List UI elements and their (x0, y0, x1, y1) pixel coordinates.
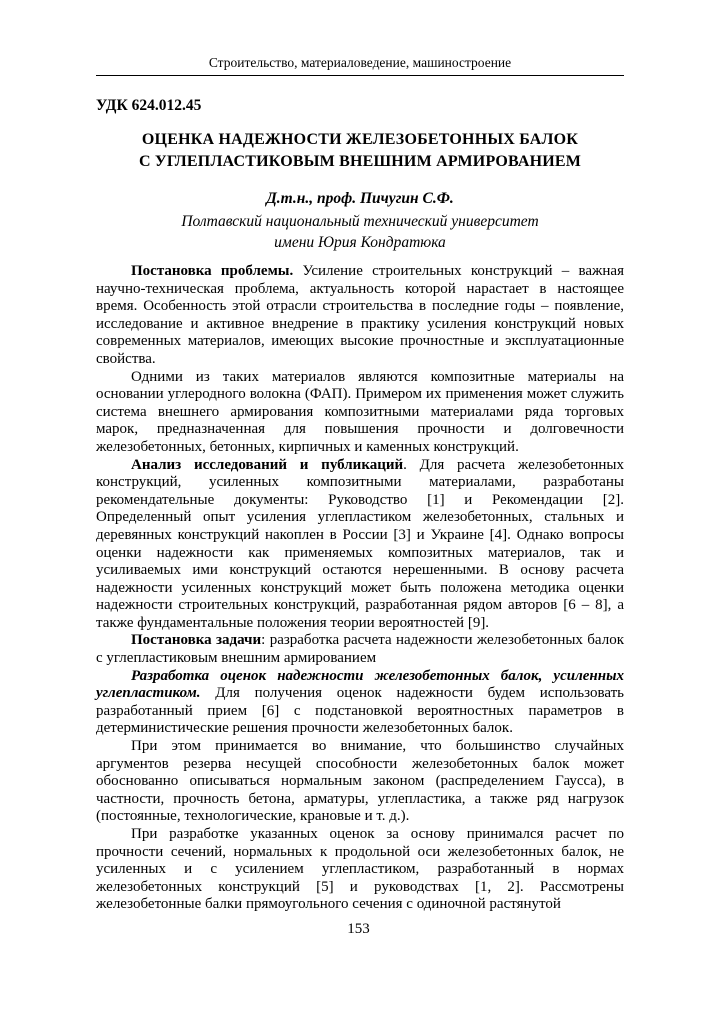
paragraph-gauss-distribution (96, 738, 624, 826)
affiliation-line1: Полтавский национальный технический университет (181, 213, 539, 230)
paragraph-text: Одними из таких материалов являются композитные материалы на основании углеродного волокна (ФАП). Примером их применения может служить система внешнего армирования композитными материалами ряда торговых марок, предназначенная для повышения прочности и долговечности железобетонных, бетонных, кирпичных и каменных конструкций. (96, 368, 624, 455)
paragraph-task-statement (96, 632, 624, 667)
paper-title-line1: ОЦЕНКА НАДЕЖНОСТИ ЖЕЛЕЗОБЕТОННЫХ БАЛОК (141, 131, 579, 148)
paragraph-text: . Для расчета железобетонных конструкций, усиленных композитными материалами, разработаны рекомендательные документы: Руководство [1] и Рекомендации [2]. Определенный опыт усиления углепластиком железобетонных, стальных и деревянных конструкций накоплен в России [3] и Украине [4]. Однако вопросы оценки надежности как применяемых композитных материалов, так и усиливаемых ими конструкций остаются нерешенными. В основу расчета надежности усиленных конструкций может быть положена методика оценки надежности строительных конструкций, разработанная рядом авторов [6 – 8], а также фундаментальные положения теории вероятностей [9]. (96, 456, 624, 631)
affiliation-line2: имени Юрия Кондратюка (274, 234, 446, 251)
page-number: 153 (347, 921, 370, 937)
author-line: Д.т.н., проф. Пичугин С.Ф. (266, 190, 454, 207)
paragraph-literature-review (96, 457, 624, 633)
paragraph-lead: Разработка оценок надежности железобетонных балок, усиленных углепластиком. (96, 667, 624, 702)
affiliation (96, 211, 624, 253)
running-head: Строительство, материаловедение, машиностроение (208, 55, 512, 70)
paragraph-text: : разработка расчета надежности железобетонных балок с углепластиковым внешним армированием (96, 632, 624, 667)
paragraph-lead: Постановка задачи (131, 632, 262, 649)
paragraph-problem-statement (96, 263, 624, 369)
paragraph-strength-calculation (96, 826, 624, 914)
paragraph-reliability-development (96, 668, 624, 738)
body-text (96, 263, 624, 914)
paper-title (96, 129, 624, 173)
paragraph-composite-materials (96, 369, 624, 457)
paper-title-line2: С УГЛЕПЛАСТИКОВЫМ ВНЕШНИМ АРМИРОВАНИЕМ (138, 153, 582, 170)
paragraph-text: При разработке указанных оценок за основу принимался расчет по прочности сечений, нормальных к продольной оси железобетонных балок, не усиленных и с усилением углепластиком, разработанный в нормах железобетонных конструкций [5] и руководствах [1, 2]. Рассмотрены железобетонные балки прямоугольного сечения с одиночной растянутой (96, 826, 624, 913)
paragraph-text: Усиление строительных конструкций – важная научно-техническая проблема, актуальность которой нарастает в настоящее время. Особенность этой отрасли строительства в последние годы – появление, исследование и активное внедрение в практику усиления конструкций новых современных материалов, имеющих высокие прочностные и эксплуатационные свойства. (96, 263, 624, 367)
paragraph-lead: Постановка проблемы. (131, 263, 294, 279)
paragraph-text: При этом принимается во внимание, что большинство случайных аргументов резерва несущей способности железобетонных балок может обоснованно описываться нормальным законом (распределением Гаусса), в частности, прочность бетона, арматуры, углепластика, а также ряд нагрузок (постоянные, технологические, крановые и т. д.). (96, 738, 624, 825)
header-rule (96, 75, 624, 76)
paragraph-lead: Анализ исследований и публикаций (131, 456, 404, 473)
udk-code: УДК 624.012.45 (96, 97, 202, 114)
paragraph-text: Для получения оценок надежности будем использовать разработанный прием [6] с подстановкой вероятностных параметров в детерминистические решения прочности железобетонных балок. (96, 685, 624, 737)
